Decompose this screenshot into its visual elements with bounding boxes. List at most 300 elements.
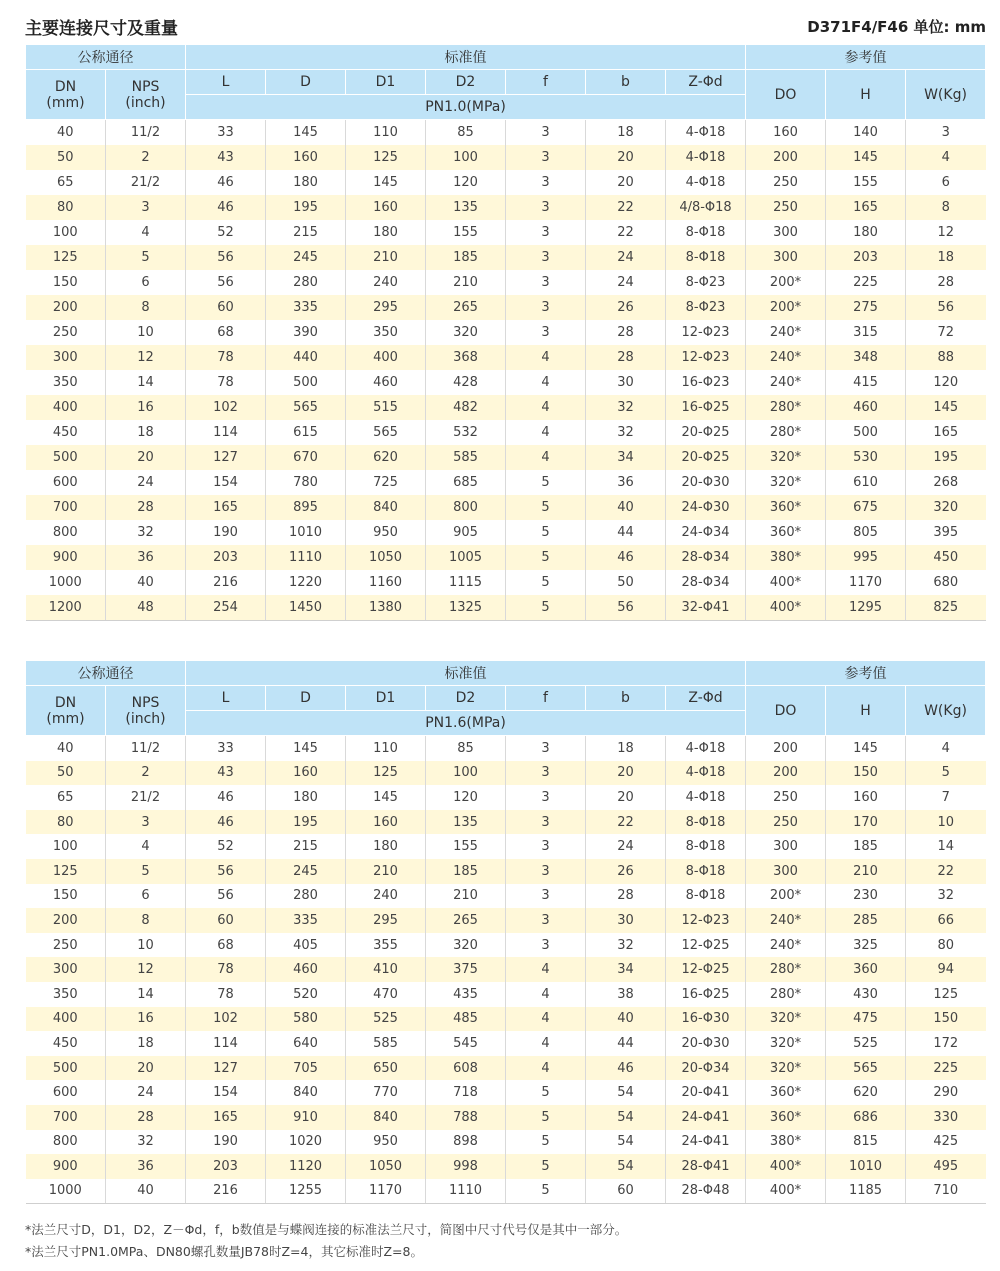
table-cell: 710 [906,1179,986,1204]
table-row [26,570,986,595]
table-cell: 65 [26,170,106,195]
table-cell: 68 [186,933,266,958]
table-cell: 8-Φ23 [666,270,746,295]
table-cell: 320* [746,1007,826,1032]
table-cell: 18 [106,1031,186,1056]
table-row [26,736,986,761]
table-cell: 5 [506,595,586,621]
table-cell: 360* [746,1105,826,1130]
table-cell: 18 [586,120,666,146]
table-cell: 54 [586,1105,666,1130]
table-cell: 12-Φ23 [666,345,746,370]
table-cell: 24 [106,470,186,495]
table-cell: 725 [346,470,426,495]
table-row [26,170,986,195]
table-cell: 580 [266,1007,346,1032]
table-cell: 50 [26,761,106,786]
table-row [26,445,986,470]
table-cell: 700 [26,495,106,520]
table-cell: 195 [266,195,346,220]
table-cell: 410 [346,957,426,982]
table-cell: 12 [906,220,986,245]
table-cell: 32 [586,395,666,420]
table-cell: 18 [106,420,186,445]
table-cell: 4 [506,1031,586,1056]
table-cell: 8-Φ18 [666,884,746,909]
table-cell: 44 [586,1031,666,1056]
table-cell: 120 [426,785,506,810]
table-cell: 280* [746,420,826,445]
table-cell: 200* [746,270,826,295]
table-cell: 350 [346,320,426,345]
table-cell: 16-Φ25 [666,982,746,1007]
table-cell: 210 [426,270,506,295]
table-cell: 32 [906,884,986,909]
table-cell: 4-Φ18 [666,736,746,761]
table-cell: 4 [506,957,586,982]
table-cell: 88 [906,345,986,370]
table-cell: 685 [426,470,506,495]
table-cell: 200 [746,736,826,761]
table-cell: 8-Φ23 [666,295,746,320]
table-body [26,736,986,1204]
table-cell: 250 [746,170,826,195]
header-f: f [506,686,586,711]
table-cell: 520 [266,982,346,1007]
table-cell: 350 [26,982,106,1007]
table-cell: 155 [826,170,906,195]
table-cell: 320* [746,445,826,470]
table-cell: 705 [266,1056,346,1081]
table-cell: 210 [346,245,426,270]
table-cell: 240 [346,884,426,909]
table-cell: 825 [906,595,986,621]
table-cell: 320* [746,470,826,495]
table-cell: 28 [586,320,666,345]
table-cell: 185 [426,245,506,270]
table-cell: 950 [346,1130,426,1155]
table-cell: 12-Φ23 [666,320,746,345]
table-cell: 210 [346,859,426,884]
table-cell: 56 [186,884,266,909]
table-cell: 135 [426,810,506,835]
table-cell: 200 [746,761,826,786]
table-cell: 5 [506,1154,586,1179]
table-cell: 805 [826,520,906,545]
table-cell: 800 [26,520,106,545]
table-cell: 26 [586,859,666,884]
table-cell: 3 [506,736,586,761]
table-cell: 4 [506,445,586,470]
table-cell: 460 [346,370,426,395]
table-cell: 4 [106,220,186,245]
table-cell: 495 [906,1154,986,1179]
dimension-table-pn10 [25,44,986,621]
header-H: H [826,686,906,736]
header-b: b [586,70,666,95]
table-cell: 360 [826,957,906,982]
table-cell: 20-Φ34 [666,1056,746,1081]
table-row [26,834,986,859]
table-row [26,545,986,570]
table-cell: 475 [826,1007,906,1032]
table-cell: 215 [266,834,346,859]
table-cell: 1010 [266,520,346,545]
table-cell: 100 [26,834,106,859]
table-cell: 56 [186,859,266,884]
table-cell: 195 [266,810,346,835]
footnotes [25,1219,627,1263]
table-cell: 28-Φ34 [666,570,746,595]
table-cell: 5 [506,1105,586,1130]
table-cell: 20-Φ25 [666,420,746,445]
table-cell: 20 [106,445,186,470]
table-cell: 10 [106,320,186,345]
table-cell: 160 [266,145,346,170]
table-cell: 670 [266,445,346,470]
table-cell: 50 [26,145,106,170]
table-cell: 530 [826,445,906,470]
table-cell: 150 [826,761,906,786]
table-cell: 60 [186,295,266,320]
table-cell: 4-Φ18 [666,170,746,195]
table-cell: 440 [266,345,346,370]
table-cell: 3 [506,859,586,884]
table-cell: 5 [506,1080,586,1105]
table-cell: 1020 [266,1130,346,1155]
table-cell: 24-Φ30 [666,495,746,520]
table-cell: 28 [106,1105,186,1130]
table-cell: 145 [826,736,906,761]
table-cell: 545 [426,1031,506,1056]
table-cell: 10 [106,933,186,958]
table-cell: 8 [906,195,986,220]
table-cell: 8-Φ18 [666,859,746,884]
table-cell: 1050 [346,545,426,570]
table-cell: 500 [26,1056,106,1081]
table-cell: 125 [346,145,426,170]
table-cell: 6 [106,270,186,295]
table-cell: 20-Φ30 [666,470,746,495]
table-cell: 20 [586,785,666,810]
table-cell: 24 [586,834,666,859]
table-cell: 172 [906,1031,986,1056]
table-cell: 8-Φ18 [666,810,746,835]
table-cell: 245 [266,245,346,270]
table-cell: 190 [186,1130,266,1155]
table-cell: 100 [426,761,506,786]
table-cell: 34 [586,957,666,982]
table-cell: 900 [26,1154,106,1179]
table-cell: 400 [26,395,106,420]
table-cell: 102 [186,395,266,420]
table-cell: 254 [186,595,266,621]
header-H: H [826,70,906,120]
table-cell: 5 [906,761,986,786]
table-cell: 4 [906,145,986,170]
table-cell: 400* [746,595,826,621]
table-cell: 20 [586,145,666,170]
table-cell: 320 [906,495,986,520]
table-cell: 240* [746,320,826,345]
table-cell: 400 [26,1007,106,1032]
table-row [26,1130,986,1155]
table-cell: 140 [826,120,906,146]
table-row [26,785,986,810]
table-cell: 320 [426,320,506,345]
table-cell: 200 [26,908,106,933]
table-row [26,220,986,245]
table-cell: 380* [746,1130,826,1155]
table-cell: 4/8-Φ18 [666,195,746,220]
table-cell: 295 [346,908,426,933]
footnote: *法兰尺寸PN1.0MPa、DN80螺孔数量JB78时Z=4，其它标准时Z=8。 [25,1244,423,1259]
table-cell: 895 [266,495,346,520]
table-cell: 200 [26,295,106,320]
table-cell: 4 [506,345,586,370]
table-cell: 615 [266,420,346,445]
table-row [26,320,986,345]
table-cell: 4 [506,1007,586,1032]
table-cell: 360* [746,495,826,520]
table-cell: 1325 [426,595,506,621]
header-D: D [266,686,346,711]
table-cell: 5 [506,570,586,595]
table-cell: 280* [746,982,826,1007]
header-D1: D1 [346,70,426,95]
table-cell: 620 [826,1080,906,1105]
table-cell: 32 [586,420,666,445]
table-cell: 585 [346,1031,426,1056]
table-cell: 240* [746,933,826,958]
table-cell: 216 [186,1179,266,1204]
table-cell: 995 [826,545,906,570]
table-cell: 400* [746,570,826,595]
table-cell: 80 [26,810,106,835]
table-cell: 102 [186,1007,266,1032]
table-cell: 46 [186,810,266,835]
table-cell: 60 [186,908,266,933]
table-cell: 4 [506,1056,586,1081]
table-cell: 154 [186,1080,266,1105]
table-cell: 428 [426,370,506,395]
table-cell: 4-Φ18 [666,145,746,170]
table-cell: 24 [586,245,666,270]
table-row [26,810,986,835]
table-cell: 268 [906,470,986,495]
table-cell: 56 [906,295,986,320]
table-cell: 56 [186,245,266,270]
table-cell: 8-Φ18 [666,834,746,859]
table-cell: 3 [506,195,586,220]
table-cell: 4 [506,370,586,395]
header-DO: DO [746,70,826,120]
table-cell: 203 [186,1154,266,1179]
table-cell: 43 [186,761,266,786]
table-cell: 300 [746,245,826,270]
table-cell: 65 [26,785,106,810]
table-cell: 240* [746,345,826,370]
header-reference-values: 参考值 [746,661,986,686]
table-cell: 20 [106,1056,186,1081]
table-cell: 280* [746,957,826,982]
table-cell: 788 [426,1105,506,1130]
table-cell: 180 [266,170,346,195]
table-cell: 400* [746,1154,826,1179]
table-cell: 525 [346,1007,426,1032]
table-cell: 28-Φ41 [666,1154,746,1179]
table-cell: 215 [266,220,346,245]
table-cell: 485 [426,1007,506,1032]
table-cell: 145 [266,120,346,146]
table-cell: 43 [186,145,266,170]
table-cell: 33 [186,120,266,146]
table-cell: 640 [266,1031,346,1056]
table-cell: 5 [506,495,586,520]
table-cell: 390 [266,320,346,345]
table-cell: 8-Φ18 [666,245,746,270]
header-standard-values: 标准值 [186,661,746,686]
table-cell: 320* [746,1031,826,1056]
table-cell: 300 [746,834,826,859]
table-cell: 265 [426,908,506,933]
table-cell: 565 [826,1056,906,1081]
table-cell: 3 [506,785,586,810]
table-cell: 54 [586,1080,666,1105]
table-cell: 245 [266,859,346,884]
table-cell: 470 [346,982,426,1007]
table-cell: 155 [426,220,506,245]
table-cell: 4-Φ18 [666,761,746,786]
table-cell: 34 [586,445,666,470]
table-cell: 1110 [426,1179,506,1204]
header-pressure: PN1.0(MPa) [186,95,746,120]
table-row [26,470,986,495]
table-cell: 24-Φ34 [666,520,746,545]
table-row [26,520,986,545]
table-cell: 94 [906,957,986,982]
table-cell: 52 [186,834,266,859]
table-cell: 2 [106,761,186,786]
table-cell: 28 [586,345,666,370]
table-cell: 435 [426,982,506,1007]
table-cell: 3 [506,295,586,320]
table-cell: 16 [106,395,186,420]
table-cell: 44 [586,520,666,545]
table-cell: 8 [106,295,186,320]
table-cell: 22 [586,810,666,835]
table-cell: 4 [106,834,186,859]
table-cell: 565 [346,420,426,445]
table-cell: 36 [586,470,666,495]
table-cell: 675 [826,495,906,520]
table-cell: 405 [266,933,346,958]
table-cell: 3 [506,270,586,295]
table-cell: 320* [746,1056,826,1081]
table-cell: 68 [186,320,266,345]
table-cell: 415 [826,370,906,395]
header-D2: D2 [426,686,506,711]
table-cell: 375 [426,957,506,982]
table-row [26,1179,986,1204]
table-cell: 3 [506,220,586,245]
table-cell: 28-Φ48 [666,1179,746,1204]
table-cell: 125 [346,761,426,786]
header-reference-values: 参考值 [746,45,986,70]
table-cell: 85 [426,120,506,146]
table-cell: 46 [186,170,266,195]
table-cell: 40 [586,1007,666,1032]
table-cell: 1170 [346,1179,426,1204]
table-row [26,1031,986,1056]
table-cell: 700 [26,1105,106,1130]
table-row [26,1056,986,1081]
table-cell: 125 [26,859,106,884]
table-cell: 1120 [266,1154,346,1179]
table-row [26,245,986,270]
table-cell: 998 [426,1154,506,1179]
table-cell: 4 [506,982,586,1007]
table-cell: 24 [106,1080,186,1105]
table-row [26,1007,986,1032]
table-cell: 127 [186,1056,266,1081]
table-cell: 400 [346,345,426,370]
table-cell: 686 [826,1105,906,1130]
table-cell: 3 [906,120,986,146]
table-cell: 33 [186,736,266,761]
table-cell: 3 [506,120,586,146]
table-cell: 1050 [346,1154,426,1179]
table-cell: 114 [186,1031,266,1056]
table-cell: 3 [506,245,586,270]
table-cell: 300 [746,220,826,245]
table-cell: 16 [106,1007,186,1032]
table-cell: 185 [426,859,506,884]
table-cell: 160 [346,195,426,220]
table-row [26,884,986,909]
table-cell: 1200 [26,595,106,621]
table-row [26,395,986,420]
table-cell: 680 [906,570,986,595]
table-cell: 1010 [826,1154,906,1179]
table-cell: 800 [426,495,506,520]
table-cell: 565 [266,395,346,420]
table-cell: 585 [426,445,506,470]
table-row [26,195,986,220]
page-title: 主要连接尺寸及重量 [25,19,178,39]
table-cell: 52 [186,220,266,245]
table-cell: 20-Φ41 [666,1080,746,1105]
table-cell: 1220 [266,570,346,595]
table-cell: 250 [746,195,826,220]
table-cell: 5 [506,1179,586,1204]
header-z-phi-d: Z-Φd [666,686,746,711]
table-cell: 265 [426,295,506,320]
table-cell: 145 [346,170,426,195]
table-cell: 905 [426,520,506,545]
table-cell: 5 [106,859,186,884]
table-cell: 21/2 [106,785,186,810]
table-cell: 120 [906,370,986,395]
table-cell: 330 [906,1105,986,1130]
table-cell: 910 [266,1105,346,1130]
header-L: L [186,70,266,95]
table-cell: 1295 [826,595,906,621]
table-cell: 5 [506,520,586,545]
table-cell: 780 [266,470,346,495]
table-cell: 127 [186,445,266,470]
table-row [26,933,986,958]
